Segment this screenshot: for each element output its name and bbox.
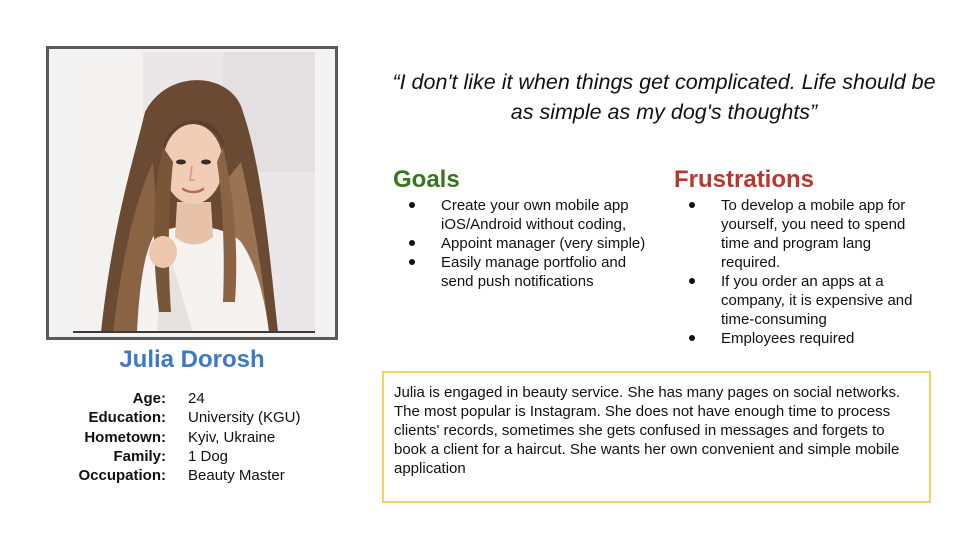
photo-bottom-line bbox=[73, 331, 315, 333]
detail-row-occupation bbox=[50, 466, 301, 485]
detail-row-age bbox=[50, 389, 301, 408]
detail-value: University (KGU) bbox=[188, 409, 301, 427]
persona-photo bbox=[73, 52, 315, 332]
detail-value: 1 Dog bbox=[188, 448, 229, 466]
frustration-item: To develop a mobile app for yourself, you need to spend time and program lang required. bbox=[674, 196, 924, 272]
goals-heading: Goals bbox=[393, 166, 460, 193]
frustration-item: Employees required bbox=[674, 329, 924, 348]
frustrations-heading: Frustrations bbox=[674, 166, 815, 193]
detail-value: 24 bbox=[188, 390, 205, 408]
detail-label: Family: bbox=[113, 448, 166, 466]
persona-photo-frame bbox=[46, 46, 338, 340]
goal-item: Easily manage portfolio and send push notifications bbox=[394, 253, 660, 291]
scenario-box: Julia is engaged in beauty service. She has many pages on social networks. The most popular is Instagram. She does not have enough time to process clients' records, sometimes she gets confused in messages and forgets to book a client for a haircut. She wants her own convenient and simple mobile application bbox=[382, 371, 931, 503]
detail-label: Hometown: bbox=[84, 428, 166, 446]
persona-details bbox=[50, 389, 301, 485]
detail-row-education bbox=[50, 408, 301, 427]
detail-label: Education: bbox=[88, 409, 166, 427]
frustration-item: If you order an apps at a company, it is expensive and time-consuming bbox=[674, 272, 924, 329]
goals-list bbox=[394, 196, 660, 291]
persona-name: Julia Dorosh bbox=[119, 346, 265, 373]
goal-item: Appoint manager (very simple) bbox=[394, 234, 660, 253]
detail-row-family bbox=[50, 447, 301, 466]
detail-label: Age: bbox=[132, 390, 166, 408]
detail-value: Beauty Master bbox=[188, 467, 285, 485]
detail-label: Occupation: bbox=[78, 467, 166, 485]
persona-quote: “I don't like it when things get complicated. Life should be as simple as my dog's thoughts” bbox=[392, 70, 936, 124]
goal-item: Create your own mobile app iOS/Android without coding, bbox=[394, 196, 660, 234]
detail-value: Kyiv, Ukraine bbox=[188, 428, 276, 446]
detail-row-hometown bbox=[50, 428, 301, 447]
frustrations-list bbox=[674, 196, 924, 348]
